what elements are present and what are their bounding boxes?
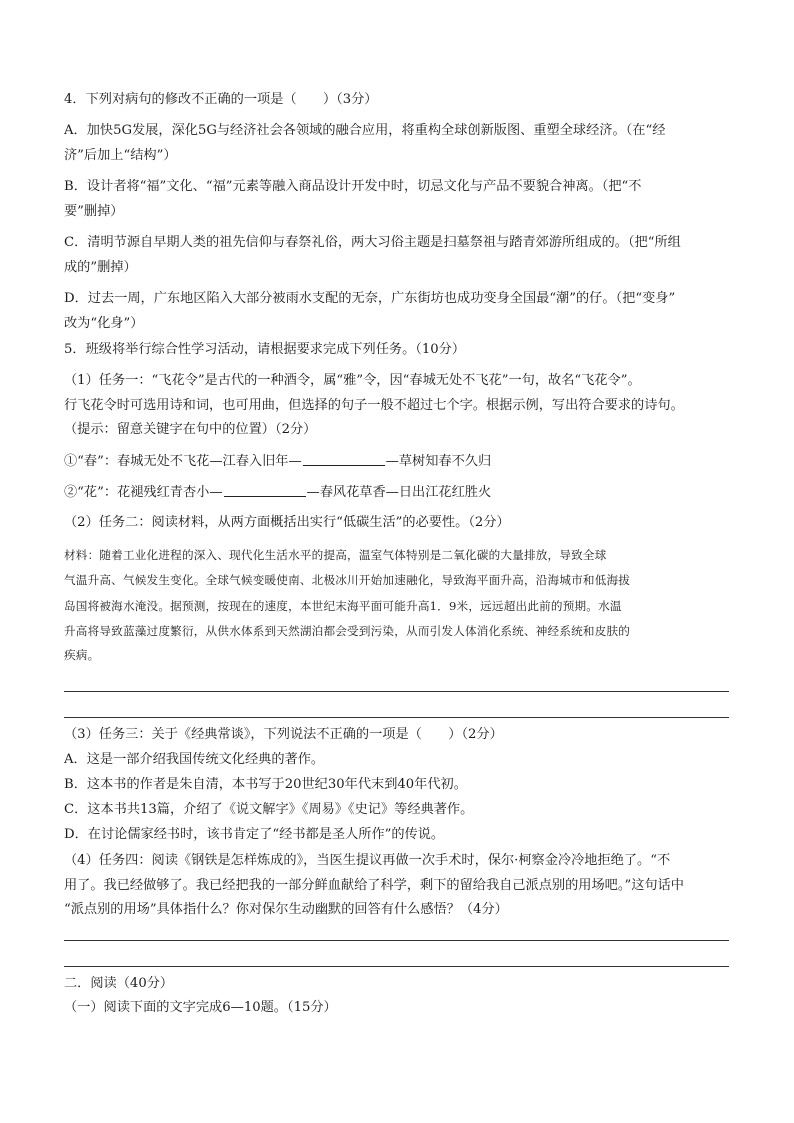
q4-option-c-line2: 成的”删掉） xyxy=(64,260,137,275)
q4-option-a-line2: 济”后加上“结构”） xyxy=(64,148,177,163)
task2-stem: （2）任务二：阅读材料，从两方面概括出实行“低碳生活”的必要性。（2分） xyxy=(64,515,510,530)
task3-option-d: D．在讨论儒家经书时，该书肯定了“经书都是圣人所作”的传说。 xyxy=(64,827,445,842)
section2-title: 二．阅读（40分） xyxy=(64,976,174,991)
q5-stem: 5．班级将举行综合性学习活动，请根据要求完成下列任务。（10分） xyxy=(64,342,466,357)
material-line: 气温升高、气候发生变化。全球气候变暖使南、北极冰川开始加速融化，导致海平面升高，沿海城市和低海拔 xyxy=(64,573,631,587)
example-hua-prefix: ②“花”：花褪残红青杏小— xyxy=(64,485,223,500)
q4-stem: 4．下列对病句的修改不正确的一项是（ ）（3分） xyxy=(64,92,378,107)
q4-option-a-line1: A．加快5G发展，深化5G与经济社会各领域的融合应用，将重构全球创新版图、重塑全球经济。（在“经 xyxy=(64,123,666,138)
material-line: 疾病。 xyxy=(64,648,100,662)
example-chun-prefix: ①“春”：春城无处不飞花—江春入旧年— xyxy=(64,454,302,469)
task1-example-chun xyxy=(64,452,491,472)
example-chun-suffix: —草树知春不久归 xyxy=(385,454,492,469)
answer-blank-hua[interactable] xyxy=(224,484,306,497)
material-line: 岛国将被海水淹没。据预测，按现在的速度，本世纪末海平面可能升高1．9米，远远超出此前的预期。水温 xyxy=(64,599,622,613)
material-line: 升高将导致蓝藻过度繁衍，从供水体系到天然湖泊都会受到污染，从而引发人体消化系统、神经系统和皮肤的 xyxy=(64,624,631,638)
material-line: 材料：随着工业化进程的深入、现代化生活水平的提高，温室气体特别是二氧化碳的大量排放，导致全球 xyxy=(64,548,607,562)
task1-example-hua xyxy=(64,483,491,503)
q4-option-d-line2: 改为“化身”） xyxy=(64,316,144,331)
q4-option-d-line1: D．过去一周，广东地区陷入大部分被雨水支配的无奈，广东街坊也成功变身全国最“潮”的仔。（把“变身” xyxy=(64,291,676,306)
task4-line1: （4）任务四：阅读《钢铁是怎样炼成的》，当医生提议再做一次手术时，保尔·柯察金冷冷地拒绝了。“不 xyxy=(64,853,671,868)
answer-line[interactable] xyxy=(64,966,729,967)
answer-line[interactable] xyxy=(64,717,729,718)
answer-blank-chun[interactable] xyxy=(303,453,385,466)
example-hua-suffix: —春风花草香—日出江花红胜火 xyxy=(306,485,492,500)
task1-line2: 行飞花令时可选用诗和词，也可用曲，但选择的句子一般不超过七个字。根据示例，写出符合要求的诗句。 xyxy=(64,398,684,413)
task3-option-c: C．这本书共13篇，介绍了《说文解字》《周易》《史记》等经典著作。 xyxy=(64,802,474,817)
q4-option-b-line1: B．设计者将“福”文化、“福”元素等融入商品设计开发中时，切忌文化与产品不要貌合神离。（把“不 xyxy=(64,179,642,194)
task1-line1: （1）任务一：“飞花令”是古代的一种酒令，属“雅”令，因“春城无处不飞花”一句，故名“飞花令”。 xyxy=(64,373,641,388)
task4-line3: “派点别的用场”具体指什么？你对保尔生动幽默的回答有什么感悟？（4分） xyxy=(64,902,508,917)
q4-option-c-line1: C．清明节源自早期人类的祖先信仰与春祭礼俗，两大习俗主题是扫墓祭祖与踏青郊游所组成的。（把“所组 xyxy=(64,235,681,250)
q4-option-b-line2: 要”删掉） xyxy=(64,204,124,219)
task3-option-a: A．这是一部介绍我国传统文化经典的著作。 xyxy=(64,752,325,767)
task3-stem: （3）任务三：关于《经典常谈》，下列说法不正确的一项是（ ）（2分） xyxy=(64,727,503,742)
answer-line[interactable] xyxy=(64,691,729,692)
section2-subtitle: （一）阅读下面的文字完成6—10题。（15分） xyxy=(64,1000,337,1015)
answer-line[interactable] xyxy=(64,940,729,941)
task4-line2: 用了。我已经做够了。我已经把我的一部分鲜血献给了科学，剩下的留给我自己派点别的用场吧。”这句话中 xyxy=(64,878,684,893)
task3-option-b: B．这本书的作者是朱自清，本书写于20世纪30年代末到40年代初。 xyxy=(64,777,467,792)
task1-line3: （提示：留意关键字在句中的位置）（2分） xyxy=(64,422,317,437)
